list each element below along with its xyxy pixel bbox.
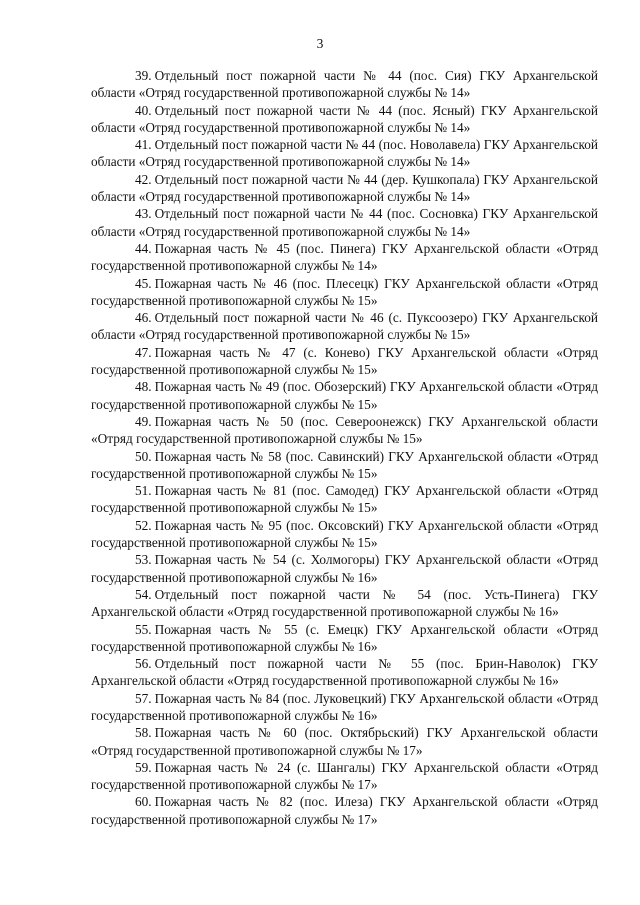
list-item-text: Отдельный пост пожарной части № 44 (пос. Сосновка) ГКУ Архангельской области «Отряд государственной противопожарной службы № 14» bbox=[91, 206, 598, 239]
list-item bbox=[91, 759, 598, 794]
list-item bbox=[91, 413, 598, 448]
list-item-number: 56. bbox=[135, 656, 152, 672]
list-item-number: 54. bbox=[135, 586, 152, 602]
list-item bbox=[91, 171, 598, 206]
list-item bbox=[91, 655, 598, 690]
list-item-text: Пожарная часть № 84 (пос. Луковецкий) ГКУ Архангельской области «Отряд государственной противопожарной службы № 16» bbox=[91, 690, 598, 723]
list-item bbox=[91, 275, 598, 310]
list-item-text: Отдельный пост пожарной части № 46 (с. Пуксоозеро) ГКУ Архангельской области «Отряд государственной противопожарной службы № 15» bbox=[91, 310, 598, 343]
list-item-text: Отдельный пост пожарной части № 44 (пос. Сия) ГКУ Архангельской области «Отряд государственной противопожарной службы № 14» bbox=[91, 68, 598, 101]
list-item-text: Отдельный пост пожарной части № 54 (пос. Усть-Пинега) ГКУ Архангельской области «Отряд государственной противопожарной службы № 16» bbox=[91, 586, 598, 620]
list-item-text: Пожарная часть № 82 (пос. Илеза) ГКУ Архангельской области «Отряд государственной противопожарной службы № 17» bbox=[91, 794, 598, 827]
list-item-text: Пожарная часть № 58 (пос. Савинский) ГКУ Архангельской области «Отряд государственной противопожарной службы № 15» bbox=[91, 448, 598, 481]
list-item-number: 44. bbox=[135, 240, 152, 256]
page-number: 3 bbox=[316, 36, 324, 51]
list-item-number: 45. bbox=[135, 275, 152, 291]
list-item-number: 57. bbox=[135, 690, 152, 706]
list-item-text: Пожарная часть № 54 (с. Холмогоры) ГКУ Архангельской области «Отряд государственной противопожарной службы № 16» bbox=[91, 552, 598, 585]
list-item bbox=[91, 67, 598, 102]
list-item-text: Пожарная часть № 50 (пос. Североонежск) ГКУ Архангельской области «Отряд государственной противопожарной службы № 15» bbox=[91, 413, 598, 447]
list-item-number: 55. bbox=[135, 621, 152, 637]
list-item-number: 40. bbox=[135, 102, 152, 118]
list-item bbox=[91, 793, 598, 828]
list-item-text: Пожарная часть № 95 (пос. Оксовский) ГКУ Архангельской области «Отряд государственной противопожарной службы № 15» bbox=[91, 517, 598, 551]
list-item bbox=[91, 344, 598, 379]
list-item-number: 43. bbox=[135, 206, 152, 222]
list-item-text: Пожарная часть № 46 (пос. Плесецк) ГКУ Архангельской области «Отряд государственной противопожарной службы № 15» bbox=[91, 275, 598, 308]
list-item bbox=[91, 448, 598, 483]
list-item-number: 39. bbox=[135, 68, 152, 83]
list-item-number: 53. bbox=[135, 552, 152, 568]
list-item-number: 48. bbox=[135, 379, 152, 395]
list-item-text: Пожарная часть № 47 (с. Конево) ГКУ Архангельской области «Отряд государственной противопожарной службы № 15» bbox=[91, 344, 598, 378]
list-item-text: Отдельный пост пожарной части № 44 (пос. Новолавела) ГКУ Архангельской области «Отряд государственной противопожарной службы № 14» bbox=[91, 137, 598, 170]
list-item bbox=[91, 205, 598, 240]
list-item bbox=[91, 690, 598, 725]
list-content bbox=[91, 67, 598, 828]
list-item-text: Пожарная часть № 60 (пос. Октябрьский) ГКУ Архангельской области «Отряд государственной противопожарной службы № 17» bbox=[91, 725, 598, 758]
list-item-text: Пожарная часть № 81 (пос. Самодед) ГКУ Архангельской области «Отряд государственной противопожарной службы № 15» bbox=[91, 483, 598, 516]
list-item bbox=[91, 102, 598, 137]
list-item bbox=[91, 551, 598, 586]
list-item bbox=[91, 482, 598, 517]
list-item-number: 42. bbox=[135, 171, 152, 187]
list-item bbox=[91, 517, 598, 552]
list-item bbox=[91, 240, 598, 275]
list-item-number: 51. bbox=[135, 483, 152, 499]
list-item-number: 59. bbox=[135, 759, 152, 775]
list-item-text: Пожарная часть № 24 (с. Шангалы) ГКУ Архангельской области «Отряд государственной противопожарной службы № 17» bbox=[91, 759, 598, 793]
list-item-number: 58. bbox=[135, 725, 152, 741]
list-item bbox=[91, 378, 598, 413]
list-item-text: Отдельный пост пожарной части № 44 (дер. Кушкопала) ГКУ Архангельской области «Отряд государственной противопожарной службы № 14» bbox=[91, 171, 598, 205]
list-item-number: 49. bbox=[135, 413, 152, 429]
list-item bbox=[91, 621, 598, 656]
list-item bbox=[91, 586, 598, 621]
list-item-number: 52. bbox=[135, 517, 152, 533]
list-item-text: Отдельный пост пожарной части № 44 (пос. Ясный) ГКУ Архангельской области «Отряд государственной противопожарной службы № 14» bbox=[91, 102, 598, 135]
list-item-text: Пожарная часть № 49 (пос. Обозерский) ГКУ Архангельской области «Отряд государственной противопожарной службы № 15» bbox=[91, 379, 598, 412]
list-item-text: Пожарная часть № 45 (пос. Пинега) ГКУ Архангельской области «Отряд государственной противопожарной службы № 14» bbox=[91, 240, 598, 274]
list-item-text: Пожарная часть № 55 (с. Емецк) ГКУ Архангельской области «Отряд государственной противопожарной службы № 16» bbox=[91, 621, 598, 654]
list-item bbox=[91, 724, 598, 759]
list-item-text: Отдельный пост пожарной части № 55 (пос. Брин-Наволок) ГКУ Архангельской области «Отряд государственной противопожарной службы № 16» bbox=[91, 656, 598, 689]
list-item-number: 46. bbox=[135, 310, 152, 326]
list-item bbox=[91, 309, 598, 344]
list-item-number: 60. bbox=[135, 794, 152, 810]
list-item-number: 41. bbox=[135, 137, 152, 153]
list-item-number: 47. bbox=[135, 344, 152, 360]
list-item bbox=[91, 136, 598, 171]
list-item-number: 50. bbox=[135, 448, 152, 464]
